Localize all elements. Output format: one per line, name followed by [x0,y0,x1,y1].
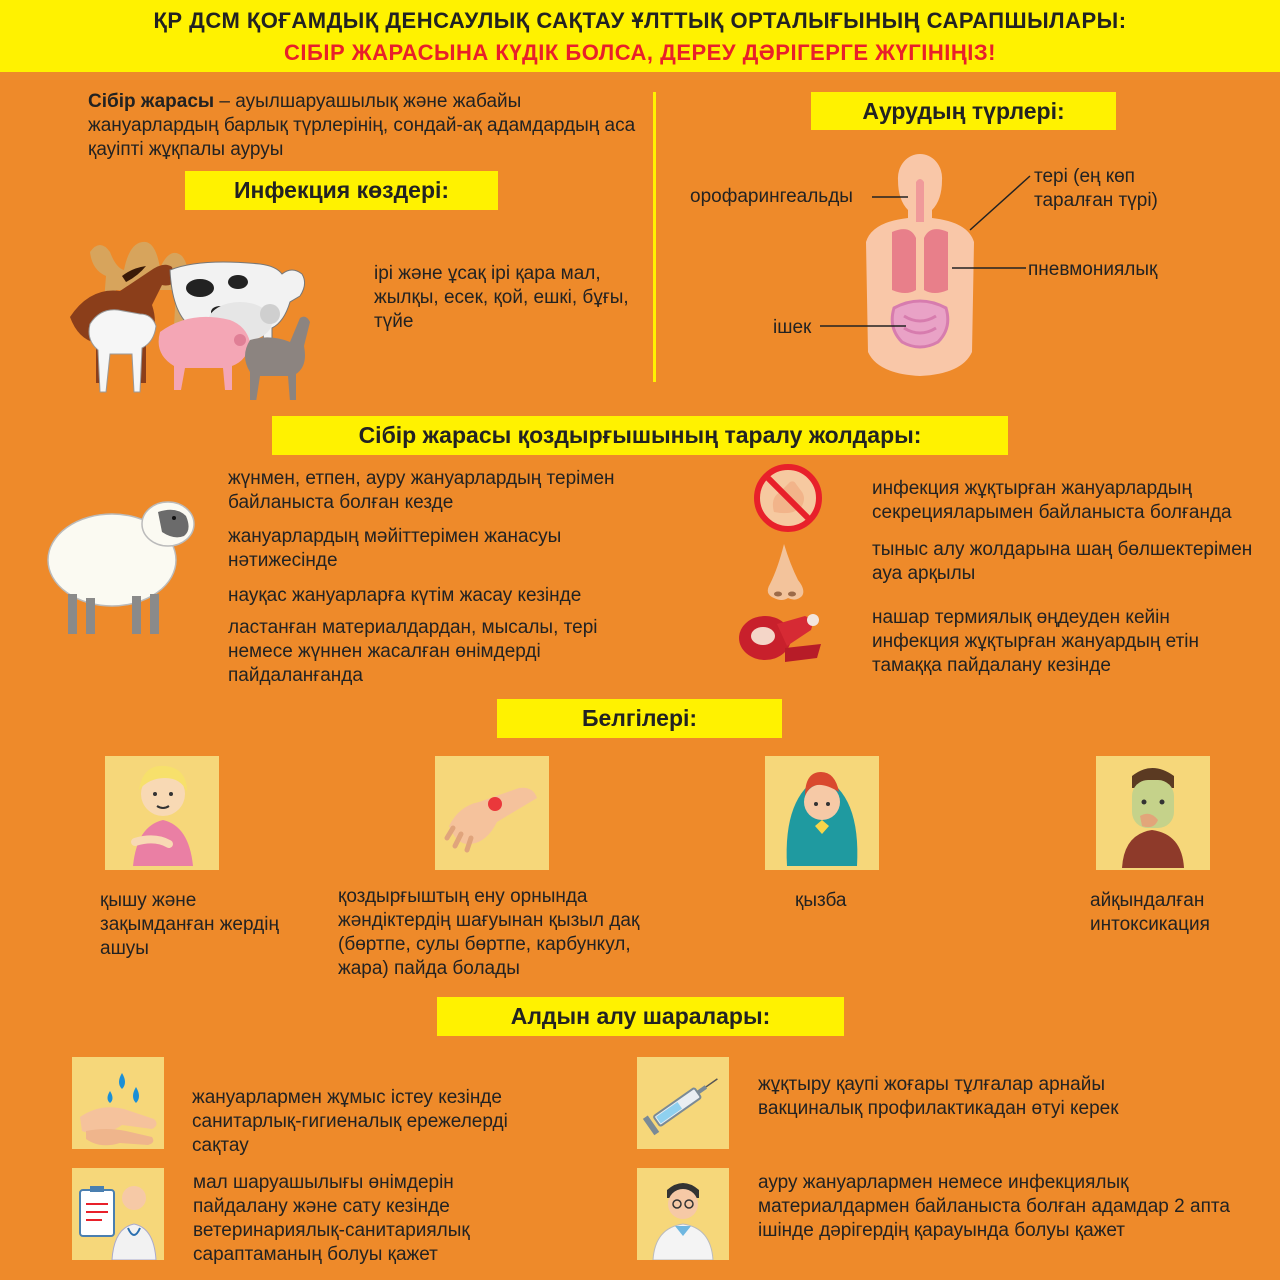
type-pneumonic: пневмониялық [1028,259,1158,280]
transmission-left-2: жануарлардың мәйіттерімен жанасуы нәтижесінде [228,526,562,571]
intro-definition-text: – ауылшаруашылық және жабайы жануарлардың барлық түрлерінің, сондай-ақ адамдардың аса қауіпті жұқпалы ауруы [88,91,636,160]
prevention-4: ауру жануарлармен немесе инфекциялық материалдармен байланыста болған адамдар 2 апта ішінде дәрігердің қарауында болуы қажет [758,1172,1230,1241]
intro-term: Сібір жарасы [88,91,215,112]
sources-title: Инфекция көздері: [185,171,498,210]
fever-blanket-icon [765,756,879,870]
transmission-left-4: ластанған материалдардан, мысалы, тері немесе жүннен жасалған өнімдерді пайдаланғанда [228,617,598,686]
animals-illustration [60,222,320,400]
sick-man-icon [1096,756,1210,870]
header-line1: ҚР ДСМ ҚОҒАМДЫҚ ДЕНСАУЛЫҚ САҚТАУ ҰЛТТЫҚ ОРТАЛЫҒЫНЫҢ САРАПШЫЛАРЫ: [153,8,1127,33]
type-intestinal: ішек [773,317,812,338]
transmission-right-2: тыныс алу жолдарына шаң бөлшектерімен ауа арқылы [872,539,1253,584]
types-title: Аурудың түрлері: [811,92,1116,130]
vertical-divider [653,92,656,382]
symptom-4: айқындалған интоксикация [1090,890,1210,935]
insect-bite-hand-icon [435,756,549,870]
syringe-icon [637,1057,729,1149]
handwashing-icon [72,1057,164,1149]
meat-icon [737,610,827,666]
sources-text: ірі және ұсақ ірі қара мал, жылқы, есек, қой, ешкі, бұғы, түйе [374,263,629,332]
transmission-title: Сібір жарасы қоздырғышының таралу жолдары: [272,416,1008,455]
header-line2: СІБІР ЖАРАСЫНА КҮДІК БОЛСА, ДЕРЕУ ДӘРІГЕРГЕ ЖҮГІНІҢІЗ! [284,40,996,65]
transmission-right-3: нашар термиялық өңдеуден кейін инфекция жұқтырған жануардың етін тамаққа пайдалану кезінде [872,607,1200,676]
intro-definition [88,90,643,162]
prevention-3: мал шаруашылығы өнімдерін пайдалану және сату кезінде ветеринариялық-санитариялық сараптаманың болуы қажет [193,1172,470,1265]
symptom-2: қоздырғыштың ену орнында жәндіктердің шағуынан қызыл дақ (бөртпе, сулы бөртпе, карбункул, жара) пайда болады [338,886,640,979]
prevention-1: жануарлармен жұмыс істеу кезінде санитарлық-гигиеналық ережелерді сақтау [192,1087,508,1156]
symptom-3: қызба [795,890,847,911]
header-banner [0,0,1280,72]
prevention-2: жұқтыру қаупі жоғары тұлғалар арнайы вакциналық профилактикадан өтуі керек [758,1074,1119,1119]
vet-inspection-icon [72,1168,164,1260]
doctor-icon [637,1168,729,1260]
type-oropharyngeal: орофарингеальды [690,186,853,207]
transmission-left-1: жүнмен, етпен, ауру жануарлардың терімен байланыста болған кезде [228,468,615,513]
transmission-left-3: науқас жануарларға күтім жасау кезінде [228,585,582,606]
type-skin: тері (ең көп таралған түрі) [1034,166,1158,211]
sheep-illustration [40,490,200,640]
symptoms-title: Белгілері: [497,699,782,738]
no-touch-icon [752,462,824,534]
symptom-1: қышу және зақымданған жердің ашуы [100,890,279,959]
nose-icon [760,542,810,604]
prevention-title: Алдын алу шаралары: [437,997,844,1036]
itching-girl-icon [105,756,219,870]
transmission-right-1: инфекция жұқтырған жануарлардың секрецияларымен байланыста болғанда [872,478,1232,523]
